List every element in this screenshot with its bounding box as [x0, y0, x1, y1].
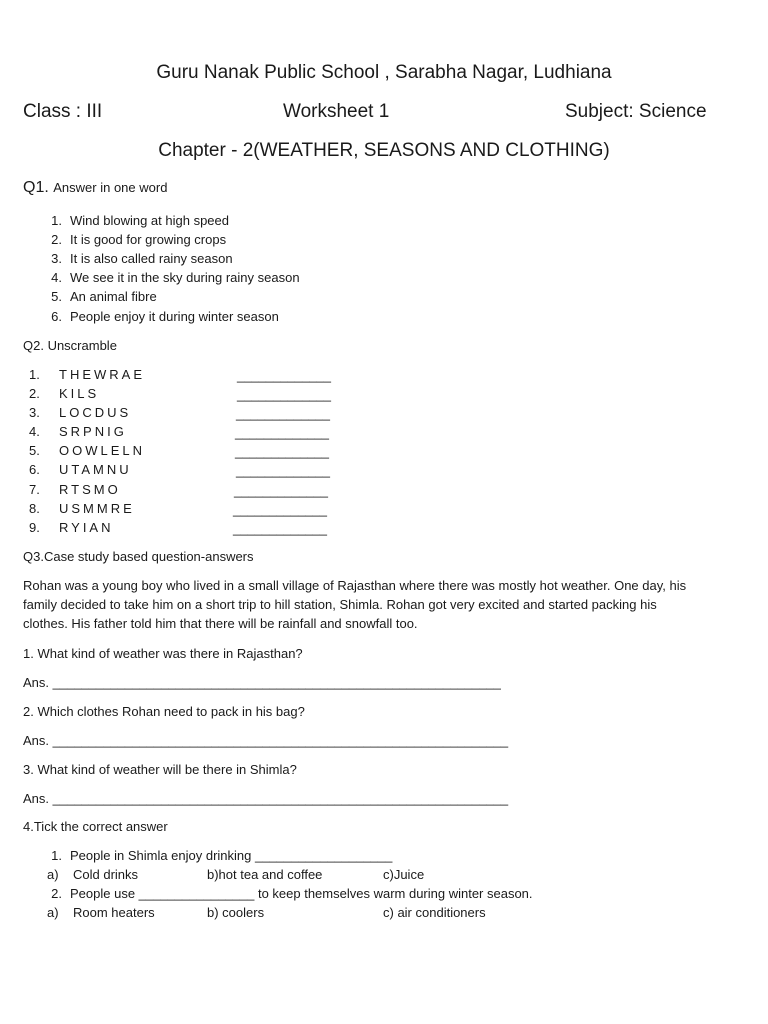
- school-name: Guru Nanak Public School , Sarabha Nagar, Ludhiana: [156, 62, 612, 83]
- q1-heading: [23, 179, 167, 197]
- list-item: 3. It is also called rainy season: [51, 251, 233, 266]
- option-c[interactable]: c) air conditioners: [383, 905, 486, 920]
- answer-line[interactable]: Ans. _______________________________________________________________: [23, 733, 509, 748]
- item-number: 6.: [29, 462, 40, 477]
- q3-title: Q3.Case study based question-answers: [23, 549, 254, 564]
- passage-line: clothes. His father told him that there will be rainfall and snowfall too.: [23, 616, 418, 631]
- answer-blank[interactable]: _____________: [233, 521, 327, 536]
- item-number: 9.: [29, 520, 40, 535]
- answer-line[interactable]: Ans. ______________________________________________________________: [23, 675, 501, 690]
- answer-blank[interactable]: _____________: [237, 387, 331, 402]
- item-number: 3.: [29, 405, 40, 420]
- answer-blank[interactable]: _____________: [233, 502, 327, 517]
- option-label: a): [47, 867, 59, 882]
- chapter-title: Chapter - 2(WEATHER, SEASONS AND CLOTHING): [158, 140, 610, 161]
- option-a[interactable]: Cold drinks: [73, 867, 139, 882]
- list-item: 2. It is good for growing crops: [51, 232, 227, 247]
- list-item: 1. Wind blowing at high speed: [51, 213, 229, 228]
- list-item: 5. An animal fibre: [51, 289, 157, 304]
- scrambled-word: RYIAN: [59, 520, 114, 535]
- scrambled-word: SRPNIG: [59, 424, 127, 439]
- question-text: 1. What kind of weather was there in Rajasthan?: [23, 646, 303, 661]
- q4-title: 4.Tick the correct answer: [23, 819, 168, 834]
- scrambled-word: RTSMO: [59, 482, 121, 497]
- q1-instruction: Answer in one word: [53, 180, 168, 195]
- item-number: 8.: [29, 501, 40, 516]
- answer-line[interactable]: Ans. _______________________________________________________________: [23, 791, 509, 806]
- scrambled-word: LOCDUS: [59, 405, 132, 420]
- list-item: 6. People enjoy it during winter season: [51, 309, 279, 324]
- class-label: Class : III: [23, 101, 103, 122]
- scrambled-word: KILS: [59, 386, 100, 401]
- option-b[interactable]: b)hot tea and coffee: [207, 867, 323, 882]
- answer-blank[interactable]: _____________: [235, 444, 329, 459]
- mcq-question: 1. People in Shimla enjoy drinking ___________________: [51, 848, 393, 863]
- item-number: 4.: [29, 424, 40, 439]
- item-number: 2.: [29, 386, 40, 401]
- passage-line: family decided to take him on a short trip to hill station, Shimla. Rohan got very excited and started packing his: [23, 597, 657, 612]
- item-number: 1.: [29, 367, 40, 382]
- scrambled-word: USMMRE: [59, 501, 135, 516]
- worksheet-title: Worksheet 1: [283, 101, 390, 122]
- question-text: 3. What kind of weather will be there in Shimla?: [23, 762, 297, 777]
- option-c[interactable]: c)Juice: [383, 867, 425, 882]
- answer-blank[interactable]: _____________: [234, 483, 328, 498]
- option-b[interactable]: b) coolers: [207, 905, 265, 920]
- answer-blank[interactable]: _____________: [235, 425, 329, 440]
- scrambled-word: UTAMNU: [59, 462, 132, 477]
- scrambled-word: THEWRAE: [59, 367, 145, 382]
- subject-label: Subject: Science: [565, 101, 707, 122]
- answer-blank[interactable]: _____________: [237, 368, 331, 383]
- passage-line: Rohan was a young boy who lived in a small village of Rajasthan where there was mostly hot weather. One day, his: [23, 578, 687, 593]
- question-text: 2. Which clothes Rohan need to pack in his bag?: [23, 704, 305, 719]
- answer-blank[interactable]: _____________: [236, 463, 330, 478]
- list-item: 4. We see it in the sky during rainy season: [51, 270, 300, 285]
- option-a[interactable]: Room heaters: [73, 905, 155, 920]
- q2-title: Q2. Unscramble: [23, 338, 117, 353]
- answer-blank[interactable]: _____________: [236, 406, 330, 421]
- item-number: 7.: [29, 482, 40, 497]
- option-label: a): [47, 905, 59, 920]
- q1-label: Q1.: [23, 179, 49, 196]
- scrambled-word: OOWLELN: [59, 443, 146, 458]
- item-number: 5.: [29, 443, 40, 458]
- mcq-question: 2. People use ________________ to keep themselves warm during winter season.: [51, 886, 533, 901]
